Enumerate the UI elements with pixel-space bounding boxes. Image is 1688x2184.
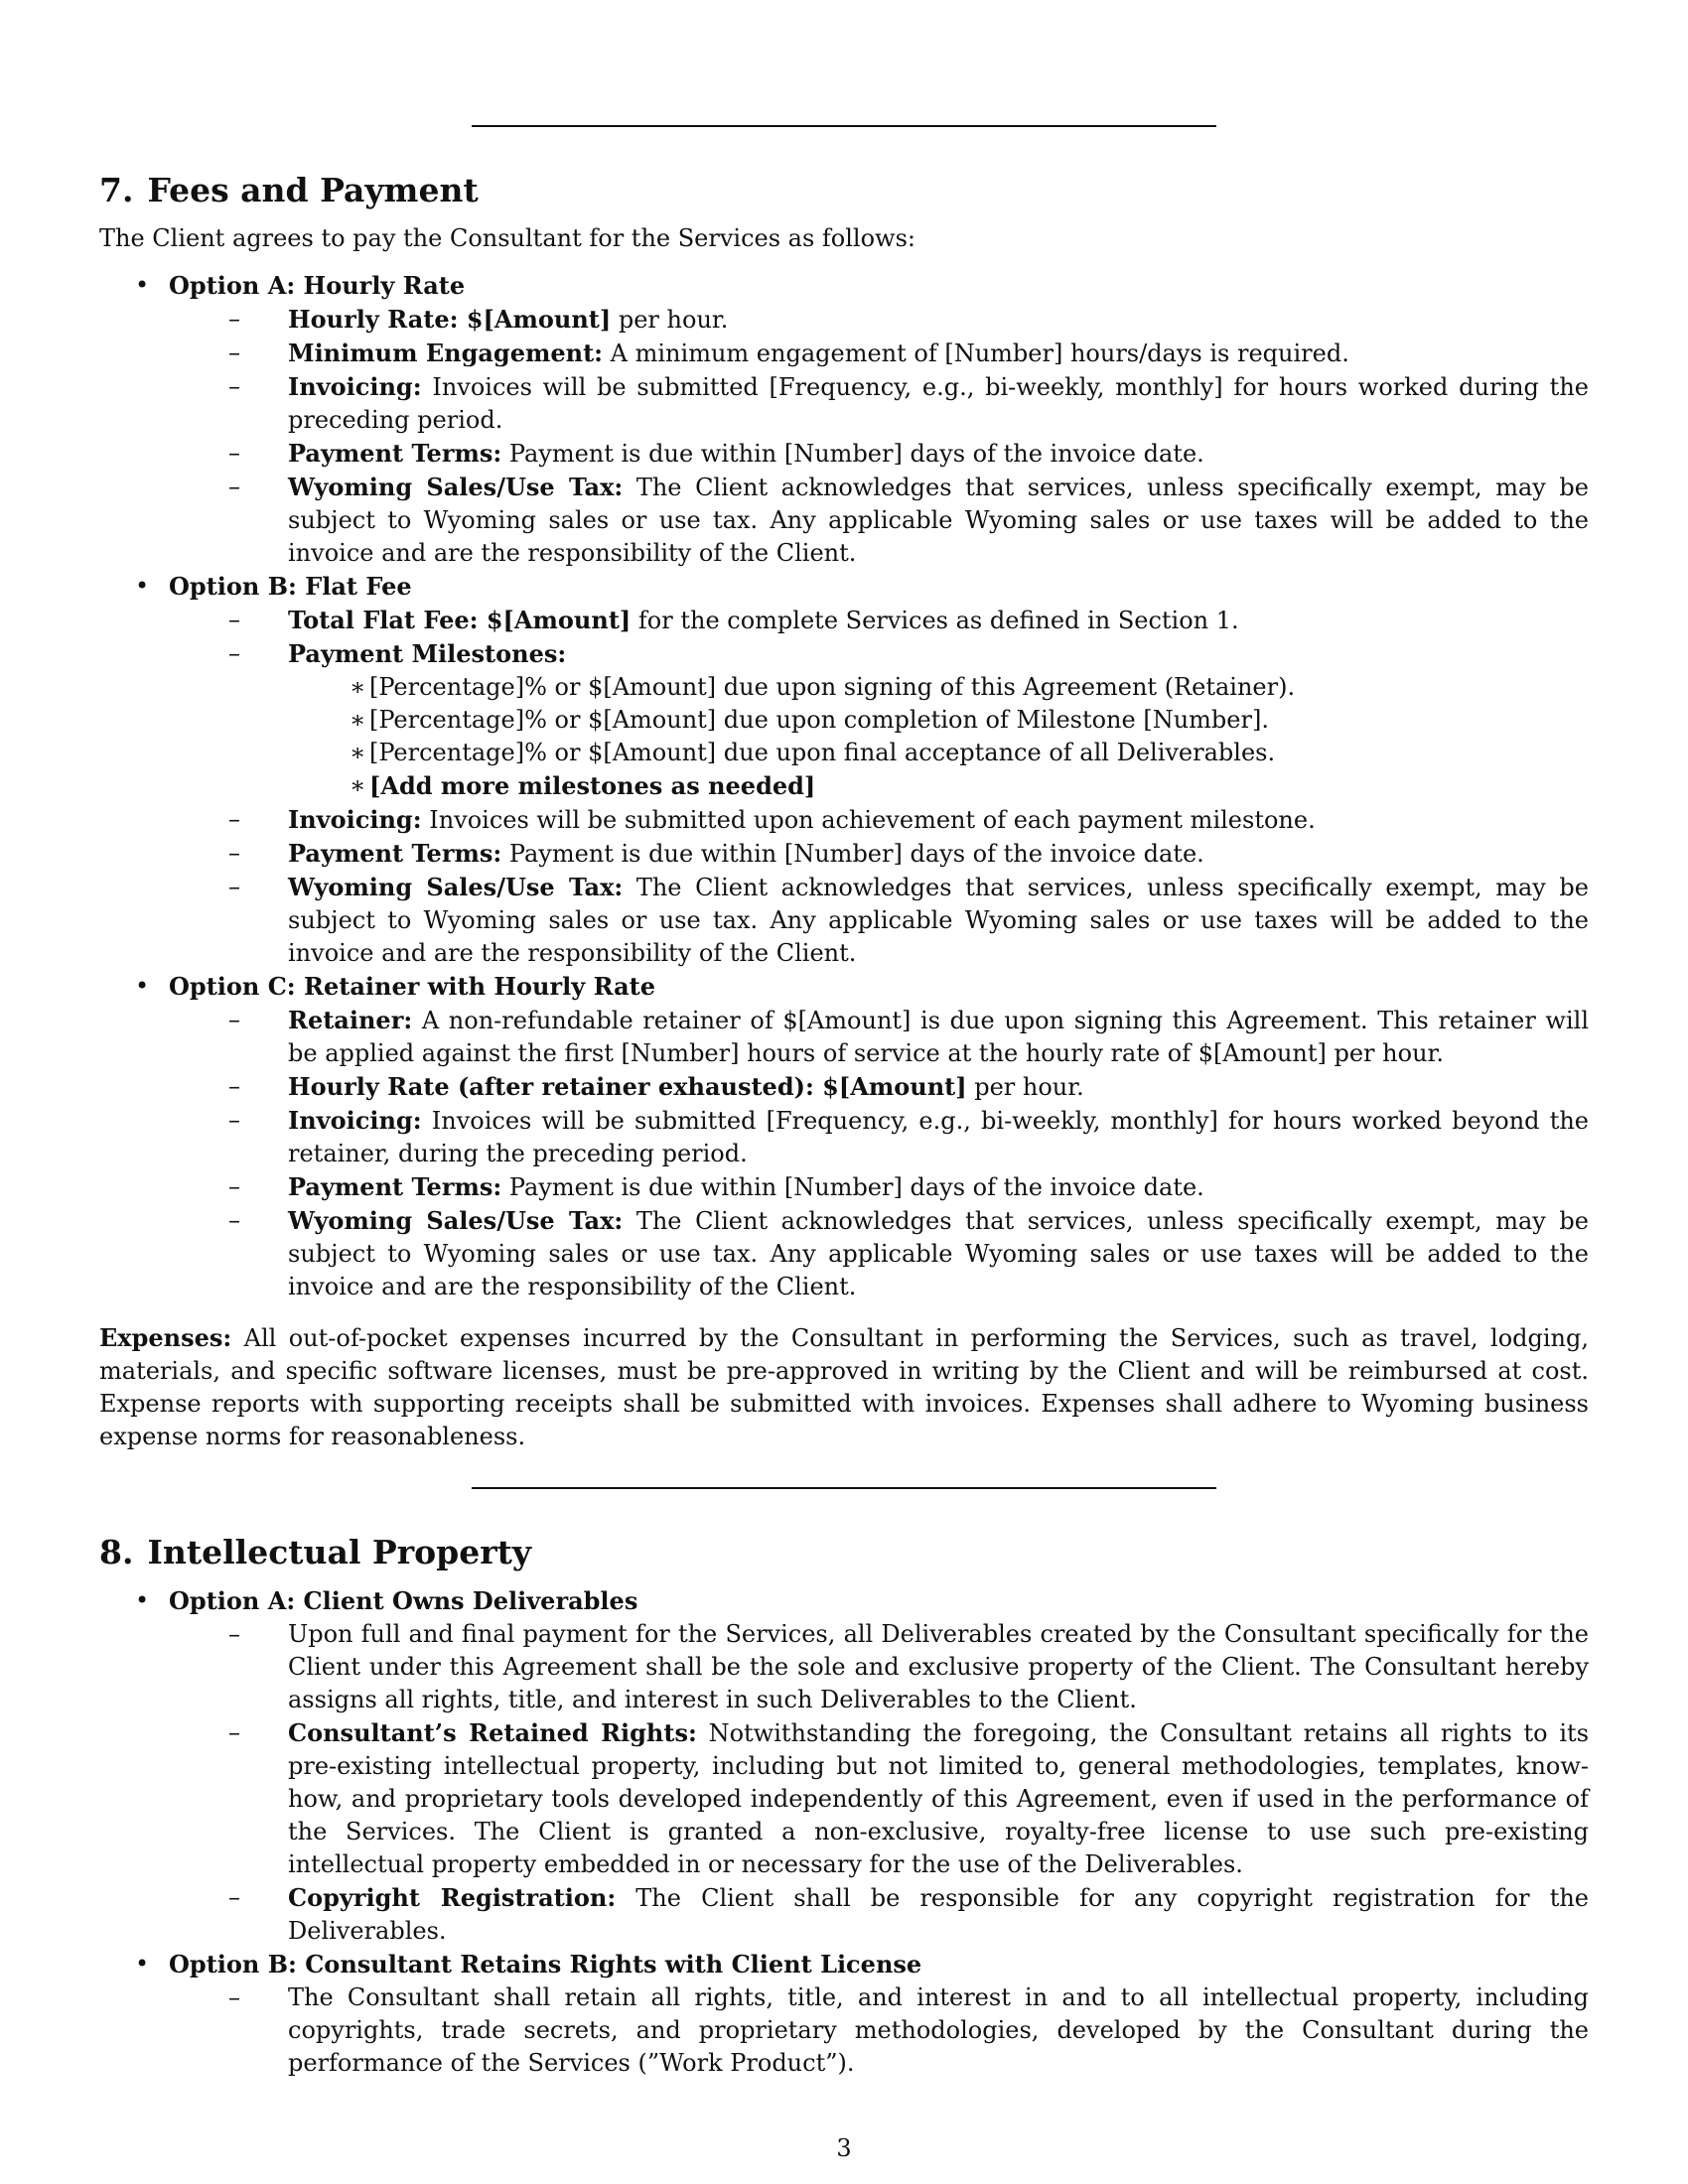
term-text: Notwithstanding the foregoing, the Consultant retains all rights to its pre-existing intellectual property, including but not limited to, general methodologies, templates, know-how, and proprietary tools developed independently of this Agreement, even if used in the performance of the Services. The Client is granted a non-exclusive, royalty-free license to use such pre-existing intellectual property embedded in or necessary for the use of the Deliverables. <box>288 1719 1590 1878</box>
term-text: Payment is due within [Number] days of the invoice date. <box>501 1173 1204 1201</box>
dash-marker: – <box>228 305 240 333</box>
ip-options-list <box>99 1584 1589 2080</box>
term-text: per hour. <box>966 1073 1084 1101</box>
dash-marker: – <box>228 1206 240 1234</box>
dash-marker: – <box>228 473 240 500</box>
option-b-terms <box>99 1981 1589 2080</box>
term-text: A minimum engagement of [Number] hours/days is required. <box>603 340 1349 367</box>
star-marker: ∗ <box>350 706 366 734</box>
milestone-text: [Percentage]% or $[Amount] due upon completion of Milestone [Number]. <box>369 706 1269 734</box>
dash-marker: – <box>228 873 240 900</box>
term-text: for the complete Services as defined in Section 1. <box>631 607 1239 634</box>
section-intro: The Client agrees to pay the Consultant for the Services as follows: <box>99 224 915 252</box>
list-item <box>228 1881 1589 1948</box>
term-label: Retainer: <box>288 1006 413 1034</box>
bullet-marker: • <box>135 1586 150 1614</box>
page-number: 3 <box>836 2134 852 2162</box>
list-item <box>228 1004 1589 1070</box>
star-marker: ∗ <box>350 739 366 766</box>
option-title: Option B: Flat Fee <box>169 572 412 601</box>
list-item <box>228 471 1589 570</box>
term-label: Minimum Engagement: <box>288 339 604 367</box>
list-item <box>228 1981 1589 2080</box>
section-title: Fees and Payment <box>147 171 479 209</box>
star-marker: ∗ <box>350 771 366 799</box>
dash-marker: – <box>228 339 240 366</box>
term-text: A non-refundable retainer of $[Amount] is due upon signing this Agreement. This retainer will be applied against the first [Number] hours of service at the hourly rate of $[Amount] per hour. <box>288 1007 1589 1067</box>
section-intellectual-property <box>99 1531 1589 2080</box>
milestones-list <box>228 671 1589 803</box>
milestone-item <box>340 671 1589 704</box>
dash-marker: – <box>228 1718 240 1746</box>
bullet-marker: • <box>135 972 150 1000</box>
term-label: Wyoming Sales/Use Tax: <box>288 1206 624 1235</box>
expenses-text: All out-of-pocket expenses incurred by the Consultant in performing the Services, such as travel, lodging, materials, and specific software licenses, must be pre-approved in writing by the Client and will be reimbursed at cost. Expense reports with supporting receipts shall be submitted with invoices. Expenses shall adhere to Wyoming business expense norms for reasonableness. <box>99 1324 1589 1450</box>
dash-marker: – <box>228 1883 240 1911</box>
term-label: Payment Terms: <box>288 439 502 468</box>
dash-marker: – <box>228 1106 240 1134</box>
term-text: The Client acknowledges that services, unless specifically exempt, may be subject to Wyoming sales or use tax. Any applicable Wyoming sales or use taxes will be added to the invoice and are the responsibility of the Client. <box>288 874 1590 967</box>
option-c-terms <box>99 1004 1589 1303</box>
section-title: Intellectual Property <box>147 1533 532 1571</box>
section-divider <box>472 125 1216 127</box>
term-text: Upon full and final payment for the Services, all Deliverables created by the Consultant specifically for the Client under this Agreement shall be the sole and exclusive property of the Client. The Consultant hereby assigns all rights, title, and interest in such Deliverables to the Client. <box>288 1620 1589 1713</box>
list-item <box>228 803 1589 837</box>
dash-marker: – <box>228 1072 240 1100</box>
option-b-consultant-retains <box>99 1948 1589 2080</box>
list-item <box>228 1170 1589 1204</box>
list-item <box>228 1618 1589 1716</box>
term-text: Invoices will be submitted upon achievement of each payment milestone. <box>421 806 1316 834</box>
section-heading <box>99 1531 1589 1574</box>
section-fees-and-payment <box>99 169 1589 1453</box>
term-text: Payment is due within [Number] days of the invoice date. <box>501 440 1204 468</box>
dash-marker: – <box>228 372 240 400</box>
term-label: Copyright Registration: <box>288 1883 617 1912</box>
term-label: Total Flat Fee: $[Amount] <box>288 606 632 634</box>
expenses-paragraph <box>99 1321 1589 1453</box>
option-a-terms <box>99 303 1589 570</box>
option-title: Option C: Retainer with Hourly Rate <box>169 972 655 1001</box>
dash-marker: – <box>228 606 240 633</box>
dash-marker: – <box>228 439 240 467</box>
milestone-item <box>340 737 1589 769</box>
term-label: Invoicing: <box>288 1106 422 1135</box>
section-heading <box>99 169 1589 212</box>
term-text: Invoices will be submitted [Frequency, e.g., bi-weekly, monthly] for hours worked beyond the retainer, during the preceding period. <box>288 1107 1589 1167</box>
milestone-item <box>340 704 1589 737</box>
term-label: Invoicing: <box>288 805 422 834</box>
bullet-marker: • <box>135 1950 150 1978</box>
section-divider <box>472 1487 1216 1489</box>
term-text: Payment is due within [Number] days of the invoice date. <box>501 840 1204 868</box>
term-label: Wyoming Sales/Use Tax: <box>288 473 624 501</box>
term-label: Wyoming Sales/Use Tax: <box>288 873 624 901</box>
dash-marker: – <box>228 639 240 667</box>
list-item <box>228 303 1589 337</box>
term-label: Invoicing: <box>288 372 422 401</box>
option-b-flat-fee <box>99 570 1589 970</box>
list-item <box>228 604 1589 637</box>
payment-options-list <box>99 269 1589 1303</box>
term-label: Payment Terms: <box>288 839 502 868</box>
option-title: Option A: Client Owns Deliverables <box>169 1586 638 1615</box>
dash-marker: – <box>228 1172 240 1200</box>
expenses-label: Expenses: <box>99 1323 232 1352</box>
list-item <box>228 1104 1589 1170</box>
list-item <box>228 871 1589 970</box>
option-a-client-owns <box>99 1584 1589 1948</box>
bullet-marker: • <box>135 271 150 299</box>
star-marker: ∗ <box>350 673 366 701</box>
bullet-marker: • <box>135 572 150 600</box>
list-item <box>228 337 1589 370</box>
term-text: The Consultant shall retain all rights, title, and interest in and to all intellectual property, including copyrights, trade secrets, and proprietary methodologies, developed by the Consultant during the performance of the Services (”Work Product”). <box>288 1983 1589 2077</box>
dash-marker: – <box>228 839 240 867</box>
milestone-text: [Percentage]% or $[Amount] due upon signing of this Agreement (Retainer). <box>369 673 1296 701</box>
dash-marker: – <box>228 1983 240 2011</box>
dash-marker: – <box>228 805 240 833</box>
option-title: Option A: Hourly Rate <box>169 271 466 300</box>
section-number: 8. <box>99 1533 134 1571</box>
list-item <box>228 437 1589 471</box>
list-item <box>228 370 1589 437</box>
term-label: Hourly Rate (after retainer exhausted): $[Amount] <box>288 1072 967 1101</box>
term-label: Payment Milestones: <box>288 639 567 668</box>
dash-marker: – <box>228 1620 240 1648</box>
term-label: Payment Terms: <box>288 1172 502 1201</box>
list-item <box>228 1204 1589 1303</box>
term-label: Consultant’s Retained Rights: <box>288 1718 697 1747</box>
term-text: The Client acknowledges that services, unless specifically exempt, may be subject to Wyoming sales or use tax. Any applicable Wyoming sales or use taxes will be added to the invoice and are the responsibility of the Client. <box>288 1207 1590 1300</box>
milestone-text: [Percentage]% or $[Amount] due upon final acceptance of all Deliverables. <box>369 739 1276 766</box>
term-text: The Client acknowledges that services, unless specifically exempt, may be subject to Wyoming sales or use tax. Any applicable Wyoming sales or use taxes will be added to the invoice and are the responsibility of the Client. <box>288 474 1590 567</box>
term-label: Hourly Rate: $[Amount] <box>288 305 612 334</box>
term-text: Invoices will be submitted [Frequency, e.g., bi-weekly, monthly] for hours worked during the preceding period. <box>288 373 1589 434</box>
list-item <box>228 637 1589 803</box>
option-c-retainer-hourly <box>99 970 1589 1303</box>
option-a-terms <box>99 1618 1589 1948</box>
term-text: The Client shall be responsible for any copyright registration for the Deliverables. <box>288 1884 1589 1945</box>
milestone-item <box>340 769 1589 803</box>
option-a-hourly-rate <box>99 269 1589 570</box>
option-b-terms <box>99 604 1589 970</box>
section-number: 7. <box>99 171 134 209</box>
list-item <box>228 837 1589 871</box>
term-text: per hour. <box>611 306 729 334</box>
list-item <box>228 1070 1589 1104</box>
option-title: Option B: Consultant Retains Rights with Client License <box>169 1950 922 1979</box>
list-item <box>228 1716 1589 1881</box>
dash-marker: – <box>228 1006 240 1033</box>
milestone-text: [Add more milestones as needed] <box>369 771 816 800</box>
